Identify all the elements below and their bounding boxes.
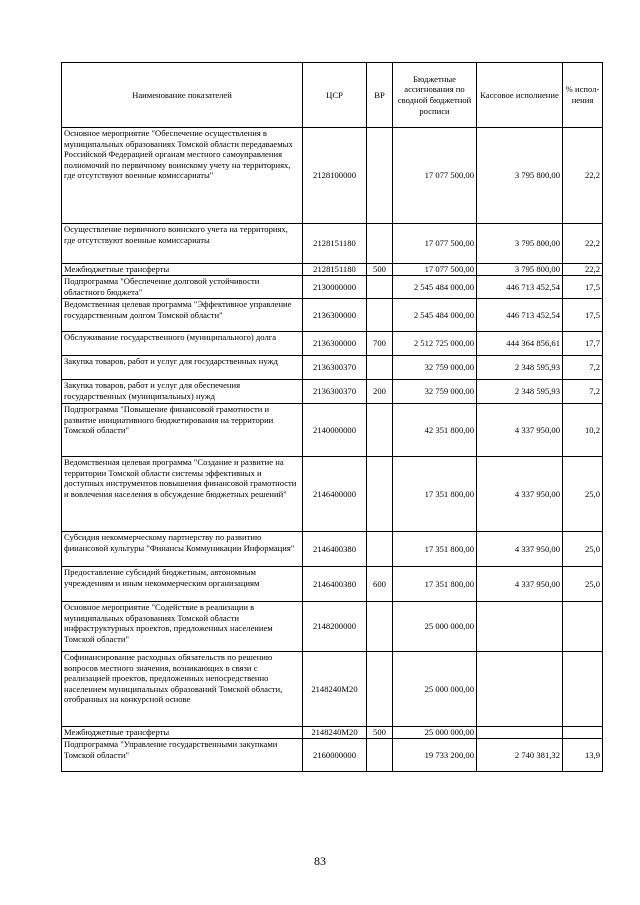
header-cash: Кассовое исполнение <box>477 63 563 128</box>
cell-vr: 700 <box>367 332 393 356</box>
cell-name: Подпрограмма "Обеспечение долговой устойчивости областного бюджета" <box>62 276 303 299</box>
table-row <box>62 299 603 332</box>
table-row <box>62 128 603 224</box>
cell-cash: 444 364 856,61 <box>477 332 563 356</box>
cell-budget: 42 351 800,00 <box>393 404 477 457</box>
cell-csr: 2160000000 <box>303 739 367 772</box>
cell-vr <box>367 356 393 380</box>
cell-name: Подпрограмма "Повышение финансовой грамотности и развитие инициативного бюджетирования на территории Томской области" <box>62 404 303 457</box>
cell-cash <box>477 727 563 739</box>
cell-csr: 2136300000 <box>303 332 367 356</box>
table-row <box>62 276 603 299</box>
cell-pct: 25,0 <box>563 457 603 532</box>
table-row <box>62 332 603 356</box>
cell-name: Предоставление субсидий бюджетным, автономным учреждениям и иным некоммерческим организациям <box>62 567 303 602</box>
cell-budget: 32 759 000,00 <box>393 356 477 380</box>
table-row <box>62 404 603 457</box>
table-row <box>62 532 603 567</box>
cell-cash: 2 740 381,32 <box>477 739 563 772</box>
cell-cash: 446 713 452,54 <box>477 276 563 299</box>
table-row <box>62 224 603 264</box>
cell-vr <box>367 457 393 532</box>
cell-pct: 7,2 <box>563 380 603 404</box>
cell-budget: 25 000 000,00 <box>393 727 477 739</box>
cell-budget: 25 000 000,00 <box>393 602 477 652</box>
cell-pct: 17,7 <box>563 332 603 356</box>
cell-cash: 3 795 800,00 <box>477 224 563 264</box>
cell-pct: 17,5 <box>563 276 603 299</box>
table-row <box>62 567 603 602</box>
cell-vr <box>367 276 393 299</box>
table-row <box>62 739 603 772</box>
cell-cash <box>477 652 563 727</box>
cell-pct: 17,5 <box>563 299 603 332</box>
cell-cash: 3 795 800,00 <box>477 264 563 276</box>
cell-pct: 25,0 <box>563 532 603 567</box>
cell-csr: 2136300370 <box>303 380 367 404</box>
cell-cash: 4 337 950,00 <box>477 404 563 457</box>
cell-vr <box>367 602 393 652</box>
cell-cash: 4 337 950,00 <box>477 457 563 532</box>
cell-pct: 22,2 <box>563 264 603 276</box>
table-row <box>62 356 603 380</box>
cell-name: Закупка товаров, работ и услуг для государственных нужд <box>62 356 303 380</box>
cell-csr: 2148200000 <box>303 602 367 652</box>
cell-name: Ведомственная целевая программа "Создание и развитие на территории Томской области системы эффективных и доступных инструментов повышения финансовой грамотности и вовлечения населения в обсуждение бюджетных решений" <box>62 457 303 532</box>
cell-cash: 2 348 595,93 <box>477 380 563 404</box>
cell-pct <box>563 602 603 652</box>
cell-name: Основное мероприятие "Обеспечение осуществления в муниципальных образованиях Томской области передаваемых Российской Федерацией органам местного самоуправления полномочий по первичному воинскому учету на территориях, где отсутствуют военные комиссариаты" <box>62 128 303 224</box>
cell-name: Субсидия некоммерческому партнерству по развитию финансовой культуры "Финансы Коммуникации Информация" <box>62 532 303 567</box>
cell-pct: 10,2 <box>563 404 603 457</box>
cell-vr <box>367 652 393 727</box>
header-vr: ВР <box>367 63 393 128</box>
cell-name: Межбюджетные трансферты <box>62 727 303 739</box>
cell-csr: 2146400000 <box>303 457 367 532</box>
header-csr: ЦСР <box>303 63 367 128</box>
cell-vr <box>367 532 393 567</box>
table-row <box>62 602 603 652</box>
cell-csr: 2146400380 <box>303 532 367 567</box>
cell-vr: 500 <box>367 264 393 276</box>
cell-name: Основное мероприятие "Содействие в реализации в муниципальных образованиях Томской области инфраструктурных проектов, предложенных населением Томской области" <box>62 602 303 652</box>
cell-vr: 600 <box>367 567 393 602</box>
cell-vr <box>367 739 393 772</box>
cell-csr: 2136300370 <box>303 356 367 380</box>
table-row <box>62 264 603 276</box>
cell-name: Обслуживание государственного (муниципального) долга <box>62 332 303 356</box>
cell-cash: 3 795 800,00 <box>477 128 563 224</box>
cell-name: Софинансирование расходных обязательств по решению вопросов местного значения, возникающих в связи с реализацией проектов, предложенных непосредственно населением муниципальных образований Томской области, отобранных на конкурсной основе <box>62 652 303 727</box>
cell-budget: 32 759 000,00 <box>393 380 477 404</box>
table-row <box>62 457 603 532</box>
cell-vr <box>367 299 393 332</box>
cell-cash: 2 348 595,93 <box>477 356 563 380</box>
cell-csr: 2146400380 <box>303 567 367 602</box>
cell-budget: 17 351 800,00 <box>393 567 477 602</box>
header-name: Наименование показателей <box>62 63 303 128</box>
budget-execution-table <box>61 62 603 772</box>
cell-budget: 2 545 484 000,00 <box>393 276 477 299</box>
page-number: 83 <box>314 854 326 868</box>
cell-csr: 2128151180 <box>303 224 367 264</box>
cell-name: Закупка товаров, работ и услуг для обеспечения государственных (муниципальных) нужд <box>62 380 303 404</box>
cell-budget: 25 000 000,00 <box>393 652 477 727</box>
cell-csr: 2148240M20 <box>303 652 367 727</box>
cell-vr: 500 <box>367 727 393 739</box>
cell-budget: 19 733 200,00 <box>393 739 477 772</box>
cell-vr <box>367 224 393 264</box>
cell-vr: 200 <box>367 380 393 404</box>
cell-budget: 17 077 500,00 <box>393 128 477 224</box>
cell-pct: 7,2 <box>563 356 603 380</box>
cell-cash: 446 713 452,54 <box>477 299 563 332</box>
table-row <box>62 380 603 404</box>
cell-csr: 2130000000 <box>303 276 367 299</box>
header-pct: % испол-нения <box>563 63 603 128</box>
cell-pct: 22,2 <box>563 224 603 264</box>
table-row <box>62 652 603 727</box>
cell-csr: 2148240M20 <box>303 727 367 739</box>
cell-cash: 4 337 950,00 <box>477 567 563 602</box>
cell-csr: 2140000000 <box>303 404 367 457</box>
cell-name: Межбюджетные трансферты <box>62 264 303 276</box>
cell-name: Осуществление первичного воинского учета на территориях, где отсутствуют военные комиссариаты <box>62 224 303 264</box>
cell-pct <box>563 727 603 739</box>
cell-csr: 2136300000 <box>303 299 367 332</box>
cell-cash <box>477 602 563 652</box>
table-row <box>62 727 603 739</box>
table-body <box>62 128 603 772</box>
cell-budget: 17 351 800,00 <box>393 457 477 532</box>
cell-csr: 2128151180 <box>303 264 367 276</box>
cell-budget: 17 351 800,00 <box>393 532 477 567</box>
header-budget: Бюджетные ассигнования по сводной бюджетной росписи <box>393 63 477 128</box>
cell-vr <box>367 404 393 457</box>
cell-budget: 2 512 725 000,00 <box>393 332 477 356</box>
cell-name: Подпрограмма "Управление государственными закупками Томской области" <box>62 739 303 772</box>
cell-csr: 2128100000 <box>303 128 367 224</box>
cell-vr <box>367 128 393 224</box>
cell-pct: 22,2 <box>563 128 603 224</box>
cell-pct: 13,9 <box>563 739 603 772</box>
cell-pct: 25,0 <box>563 567 603 602</box>
table-header <box>62 63 603 128</box>
cell-budget: 17 077 500,00 <box>393 264 477 276</box>
cell-pct <box>563 652 603 727</box>
cell-budget: 17 077 500,00 <box>393 224 477 264</box>
cell-budget: 2 545 484 000,00 <box>393 299 477 332</box>
cell-cash: 4 337 950,00 <box>477 532 563 567</box>
cell-name: Ведомственная целевая программа "Эффективное управление государственным долгом Томской области" <box>62 299 303 332</box>
